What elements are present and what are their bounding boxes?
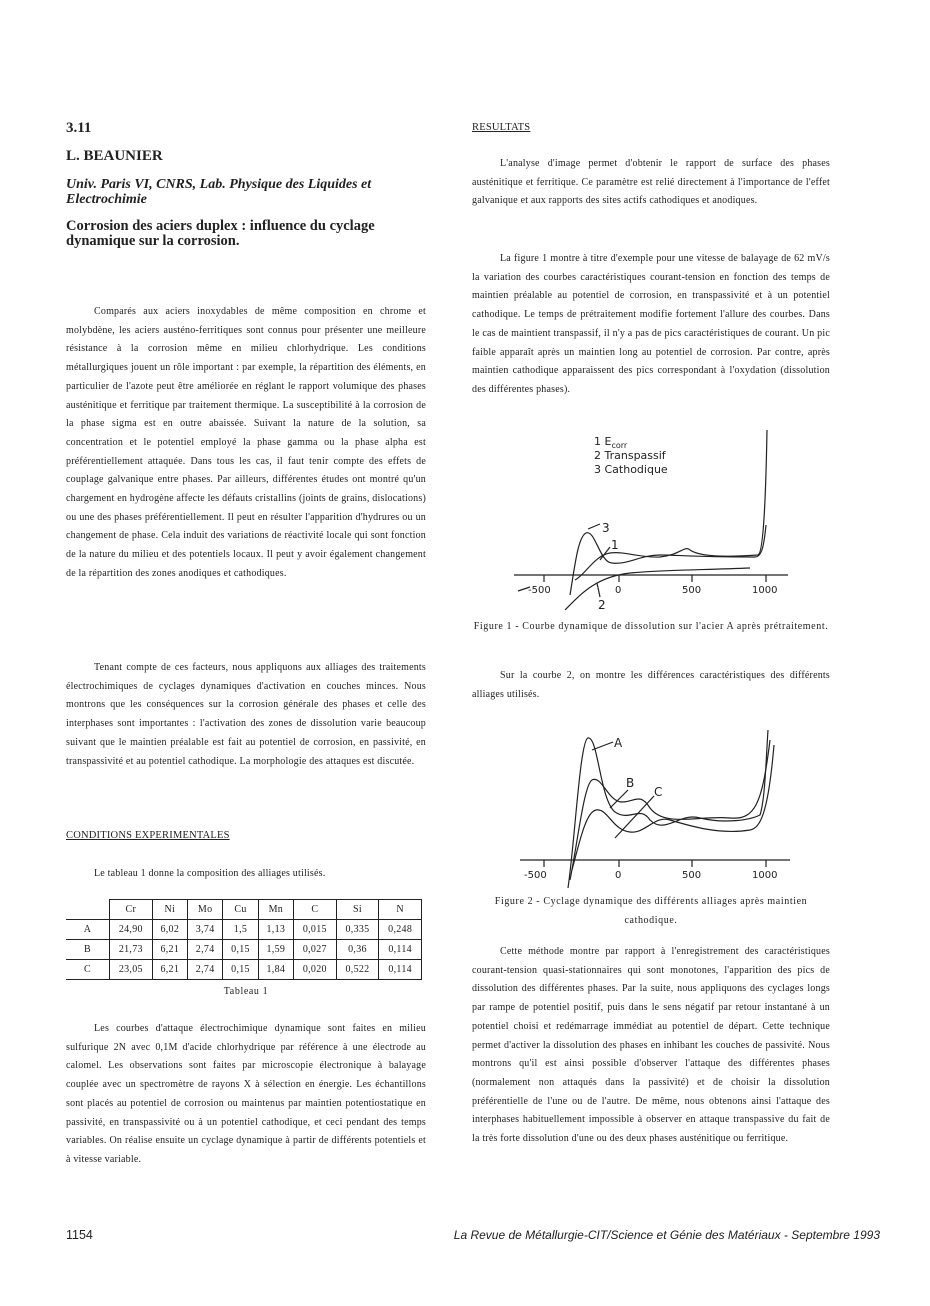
col-header: Ni (152, 900, 187, 920)
table-corner-cell (66, 900, 110, 920)
table-cell: 6,21 (152, 960, 187, 980)
table-cell: 6,02 (152, 920, 187, 940)
fig2-curve-A (568, 730, 768, 888)
fig1-label-2: 2 (598, 598, 606, 612)
fig1-curve-3 (570, 525, 766, 595)
table-cell: 0,015 (294, 920, 337, 940)
conditions-heading: CONDITIONS EXPERIMENTALES (66, 830, 230, 841)
table-cell: 2,74 (187, 940, 222, 960)
table-cell: 0,114 (379, 960, 422, 980)
col-header: Si (336, 900, 379, 920)
table-cell: 1,84 (258, 960, 293, 980)
table-cell: 0,15 (223, 960, 258, 980)
fig1-leader-3 (588, 524, 600, 529)
fig1-tick-label: 1000 (752, 585, 778, 596)
table-cell: 2,74 (187, 960, 222, 980)
table-row (66, 920, 422, 940)
figure-2-intro-text: Sur la courbe 2, on montre les différences caractéristiques des différents alliages utilisés. (472, 670, 830, 700)
table-cell: 1,5 (223, 920, 258, 940)
col-header: Mo (187, 900, 222, 920)
table-cell: 1,13 (258, 920, 293, 940)
col-header: Cu (223, 900, 258, 920)
table-cell: 3,74 (187, 920, 222, 940)
row-label: B (66, 940, 110, 960)
fig1-legend-1: 1 $E_{corr}$ (594, 435, 628, 450)
col-header: Mn (258, 900, 293, 920)
table-cell: 23,05 (110, 960, 153, 980)
methods-paragraph (66, 1020, 426, 1170)
fig1-tick-label: -500 (528, 585, 551, 596)
fig1-tick-label: 500 (682, 585, 702, 596)
table-cell: 6,21 (152, 940, 187, 960)
figure-2-intro (472, 667, 830, 704)
abstract-text-2: Tenant compte de ces facteurs, nous appliquons aux alliages des traitements électrochimiques de cyclages dynamiques d'activation en couches minces. Nous montrons que les conséquences sur la corrosion générale des phases et celle des interphases sont importantes : l'activation des zones de dissolution varie beaucoup suivant que le maintien préalable est fait au potentiel de corrosion, en passivité, en transpassivité et au potentiel cathodique. La morphologie des attaques est discutée. (66, 662, 426, 767)
discussion-text: Cette méthode montre par rapport à l'enregistrement des caractéristiques courant-tension quasi-stationnaires qui sont monotones, l'apparition des pics de dissolution des différentes phases. Par la suite, nous appliquons des cyclages longs par rampe de potentiel positif, puis dans le sens négatif par retour instantané à un potentiel choisi et redémarrage immédiat au potentiel de départ. Cette technique permet d'activer la dissolution des phases en inhibant les couches de passivité. Nous montrons qu'il est ainsi possible d'observer l'attaque des différentes phases (normalement non attaqués dans la passivité) et de choisir la dissolution préférentielle de l'une ou de l'autre. De même, nous obtenons ainsi l'attaque des interphases habituellement impossible à observer en attaque transpassive du fait de la très forte dissolution d'une ou des deux phases austénitique ou ferritique. (472, 946, 830, 1145)
fig1-label-3: 3 (602, 521, 610, 535)
table-intro-text: Le tableau 1 donne la composition des alliages utilisés. (94, 868, 326, 879)
table-row (66, 940, 422, 960)
table-cell: 24,90 (110, 920, 153, 940)
abstract-paragraph-1 (66, 303, 426, 584)
results-paragraph-1 (472, 155, 830, 211)
table-cell: 0,020 (294, 960, 337, 980)
col-header: N (379, 900, 422, 920)
table-cell: 0,335 (336, 920, 379, 940)
results-heading: RESULTATS (472, 122, 531, 133)
fig2-curve-C (572, 745, 774, 870)
table-cell: 0,027 (294, 940, 337, 960)
abstract-paragraph-2 (66, 659, 426, 771)
table-intro (66, 865, 426, 884)
table-cell: 0,248 (379, 920, 422, 940)
table-row (66, 960, 422, 980)
fig2-leader-A (592, 742, 613, 750)
author-affiliation: Univ. Paris VI, CNRS, Lab. Physique des Liquides et Electrochimie (66, 177, 372, 207)
page-number: 1154 (66, 1228, 93, 1242)
figure-1-plot (500, 425, 800, 620)
table-header-row (66, 900, 422, 920)
fig2-tick-label: 1000 (752, 870, 778, 881)
fig1-legend-2: 2 Transpassif (594, 449, 666, 462)
figure-2-caption: Figure 2 - Cyclage dynamique des différents alliages après maintien cathodique. (494, 896, 808, 926)
fig2-tick-label: -500 (524, 870, 547, 881)
methods-text: Les courbes d'attaque électrochimique dynamique sont faites en milieu sulfurique 2N avec 0,1M d'acide chlorhydrique par référence à une électrode au calomel. Les observations sont faites par microscopie électronique à balayage couplée avec un spectromètre de rayons X à sélection en énergie. Les échantillons sont placés au potentiel de corrosion ou maintenus par maintien potentiostatique en passivité, en transpassivité ou à un potentiel cathodique, et ceci pendant des temps variables. On réalise ensuite un cyclage dynamique à partir de différents potentiels et à vitesse variable. (66, 1023, 426, 1165)
abstract-text-1: Comparés aux aciers inoxydables de même composition en chrome et molybdène, les aciers austéno-ferritiques sont connus pour présenter une meilleure résistance à la corrosion même en milieu chlorhydrique. Les conditions métallurgiques jouent un rôle important : par exemple, la répartition des éléments, en particulier de l'azote peut être améliorée en réglant le rapport volumique des phases austénitique et ferritique par traitement thermique. La susceptibilité à la corrosion de la phase sigma est en outre abaissée. Suivant la nature de la solution, sa concentration et le potentiel employé la phase gamma ou la phase alpha est préférentiellement attaquée. Dans tous les cas, il faut tenir compte des effets de couplage galvanique entre phases. Par ailleurs, différentes études ont montré qu'un chargement en hydrogène affecte les défauts cristallins (joints de grains, dislocations) ou une des phases préférentiellement. Il peut en résulter l'apparition d'hydrures ou un changement de phase. Cela induit des variations de réactivité locale qui sont fonction de la nature du milieu et des potentiels locaux. Il peut y avoir également changement de la répartition des zones anodiques et cathodiques. (66, 306, 426, 579)
row-label: C (66, 960, 110, 980)
table-cell: 1,59 (258, 940, 293, 960)
table-caption: Tableau 1 (223, 986, 269, 997)
row-label: A (66, 920, 110, 940)
fig1-leader-2 (597, 583, 600, 597)
table-cell: 0,36 (336, 940, 379, 960)
fig1-tick-label: 0 (615, 585, 622, 596)
fig1-curve-2 (565, 568, 750, 610)
fig1-label-1: 1 (611, 538, 619, 552)
fig1-legend-3: 3 Cathodique (594, 463, 668, 476)
col-header: C (294, 900, 337, 920)
table-cell: 0,522 (336, 960, 379, 980)
fig2-label-A: A (614, 736, 623, 750)
author-name: L. BEAUNIER (66, 148, 163, 164)
composition-table (66, 899, 422, 980)
fig2-tick-label: 0 (615, 870, 622, 881)
section-number: 3.11 (66, 120, 92, 136)
fig2-leader-B (610, 790, 628, 808)
table-cell: 21,73 (110, 940, 153, 960)
figure-2-plot (500, 720, 800, 890)
figure-1-caption: Figure 1 - Courbe dynamique de dissolution sur l'acier A après prétraitement. (473, 621, 829, 632)
fig2-label-B: B (626, 776, 635, 790)
discussion-paragraph (472, 943, 830, 1149)
results-paragraph-2 (472, 250, 830, 400)
paper-title: Corrosion des aciers duplex : influence du cyclage dynamique sur la corrosion. (66, 218, 375, 249)
fig2-label-C: C (654, 785, 663, 799)
journal-footer: La Revue de Métallurgie-CIT/Science et Génie des Matériaux - Septembre 1993 (453, 1228, 880, 1242)
table-cell: 0,15 (223, 940, 258, 960)
table-cell: 0,114 (379, 940, 422, 960)
col-header: Cr (110, 900, 153, 920)
fig2-tick-label: 500 (682, 870, 702, 881)
results-text-2: La figure 1 montre à titre d'exemple pour une vitesse de balayage de 62 mV/s la variation des courbes caractéristiques courant-tension en fonction des temps de maintien préalable au potentiel de corrosion, en transpassivité et à un potentiel cathodique. Le temps de prétraitement modifie fortement l'allure des courbes. Dans le cas de maintient transpassif, il n'y a pas de pics caractéristiques de courant. Un pic faible apparaît après un maintien long au potentiel de corrosion. Par contre, après maintien cathodique apparaissent des pics correspondant à l'oxydation (dissolution des différentes phases). (472, 253, 830, 395)
results-text-1: L'analyse d'image permet d'obtenir le rapport de surface des phases austénitique et ferritique. Ce paramètre est relié directement à l'importance de l'effet galvanique et aux rapports des sites actifs cathodiques et anodiques. (472, 158, 830, 207)
